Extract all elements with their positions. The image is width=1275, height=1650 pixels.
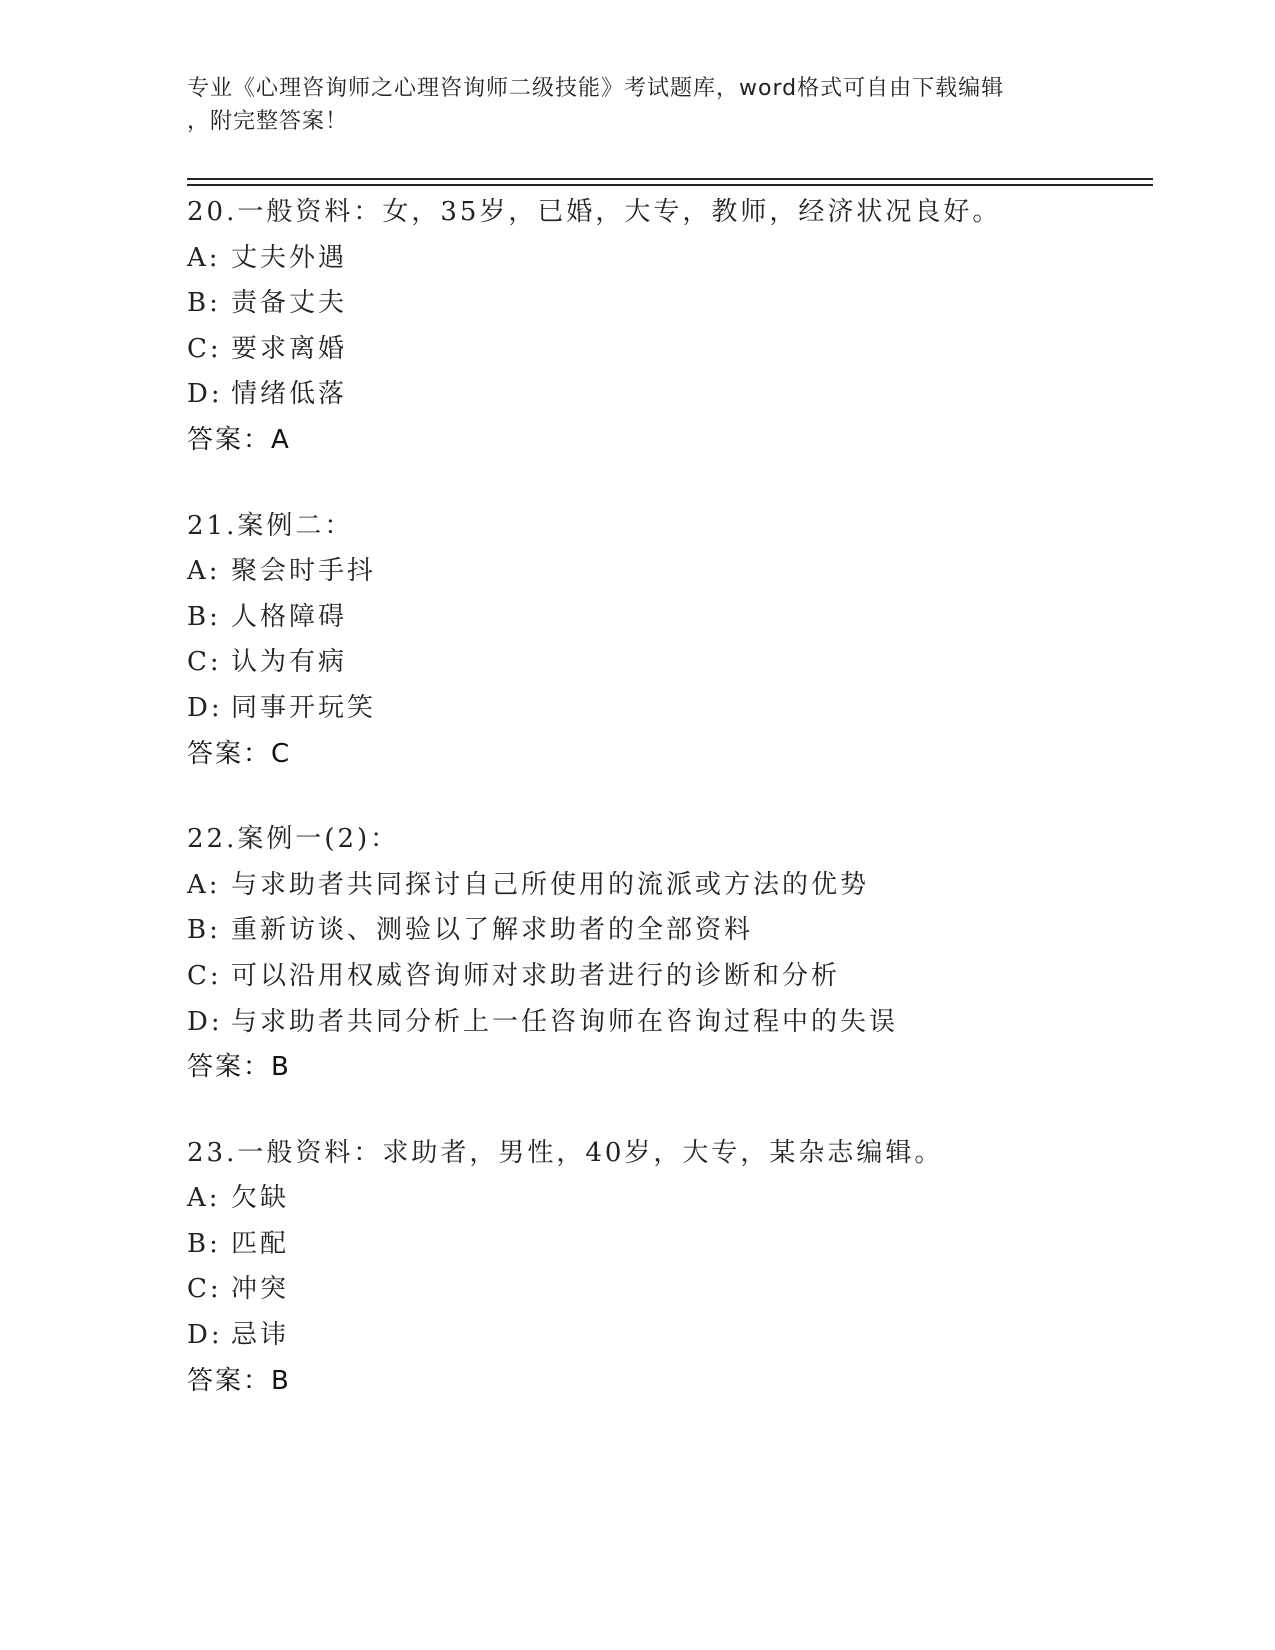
answer-line: 答案：B: [187, 1052, 291, 1083]
option-a: [187, 863, 1147, 909]
option-b: [187, 595, 1147, 641]
option-b: [187, 1222, 1147, 1268]
question-list: [187, 190, 1147, 1444]
option-text: 冲突: [231, 1274, 290, 1305]
question-20: [187, 190, 1147, 464]
option-text: 要求离婚: [231, 333, 348, 364]
question-21: [187, 504, 1147, 778]
option-text: 聚会时手抖: [231, 556, 377, 587]
question-23: [187, 1131, 1147, 1405]
option-key: C:: [187, 1274, 222, 1305]
option-b: [187, 908, 1147, 954]
option-c: [187, 640, 1147, 686]
option-a: [187, 1176, 1147, 1222]
answer-line: 答案：B: [187, 1365, 291, 1396]
option-key: C:: [187, 333, 222, 364]
option-text: 同事开玩笑: [231, 692, 377, 723]
option-a: [187, 549, 1147, 595]
option-text: 情绪低落: [231, 379, 348, 410]
option-text: 重新访谈、测验以了解求助者的全部资料: [231, 915, 754, 946]
option-key: C:: [187, 647, 222, 678]
option-text: 认为有病: [231, 647, 348, 678]
option-text: 丈夫外遇: [231, 242, 348, 273]
option-b: [187, 281, 1147, 327]
question-22: [187, 817, 1147, 1091]
option-a: [187, 236, 1147, 282]
header-divider-top: [187, 178, 1153, 180]
option-key: B:: [187, 1228, 221, 1259]
option-text: 忌讳: [231, 1320, 290, 1351]
option-d: [187, 1313, 1147, 1359]
header-line-1: 专业《心理咨询师之心理咨询师二级技能》考试题库，word格式可自由下载编辑: [187, 76, 1005, 101]
option-text: 人格障碍: [231, 601, 348, 632]
option-key: D:: [187, 1006, 223, 1037]
option-d: [187, 686, 1147, 732]
option-key: B:: [187, 601, 221, 632]
option-key: B:: [187, 915, 221, 946]
answer-line: 答案：C: [187, 738, 292, 769]
option-text: 欠缺: [231, 1183, 290, 1214]
option-key: A:: [187, 869, 221, 900]
option-text: 与求助者共同分析上一任咨询师在咨询过程中的失误: [231, 1006, 899, 1037]
option-key: A:: [187, 556, 221, 587]
option-text: 与求助者共同探讨自己所使用的流派或方法的优势: [231, 869, 870, 900]
option-d: [187, 1000, 1147, 1046]
option-c: [187, 327, 1147, 373]
option-text: 责备丈夫: [231, 288, 348, 319]
option-key: A:: [187, 242, 221, 273]
option-text: 可以沿用权威咨询师对求助者进行的诊断和分析: [231, 960, 841, 991]
option-key: A:: [187, 1183, 221, 1214]
answer-line: 答案：A: [187, 424, 291, 455]
option-key: D:: [187, 692, 223, 723]
header-divider-bottom: [187, 184, 1153, 186]
option-key: D:: [187, 379, 223, 410]
question-stem: 22.案例一(2)：: [187, 824, 400, 855]
option-c: [187, 954, 1147, 1000]
option-key: D:: [187, 1320, 223, 1351]
header-line-2: ，附完整答案！: [187, 109, 349, 134]
question-stem: 23.一般资料：求助者，男性，40岁，大专，某杂志编辑。: [187, 1137, 944, 1168]
question-stem: 20.一般资料：女，35岁，已婚，大专，教师，经济状况良好。: [187, 197, 1002, 227]
question-stem: 21.案例二：: [187, 510, 354, 541]
document-header: [187, 72, 1087, 138]
option-text: 匹配: [231, 1228, 290, 1259]
option-key: B:: [187, 288, 221, 319]
option-d: [187, 372, 1147, 418]
option-key: C:: [187, 960, 222, 991]
option-c: [187, 1267, 1147, 1313]
